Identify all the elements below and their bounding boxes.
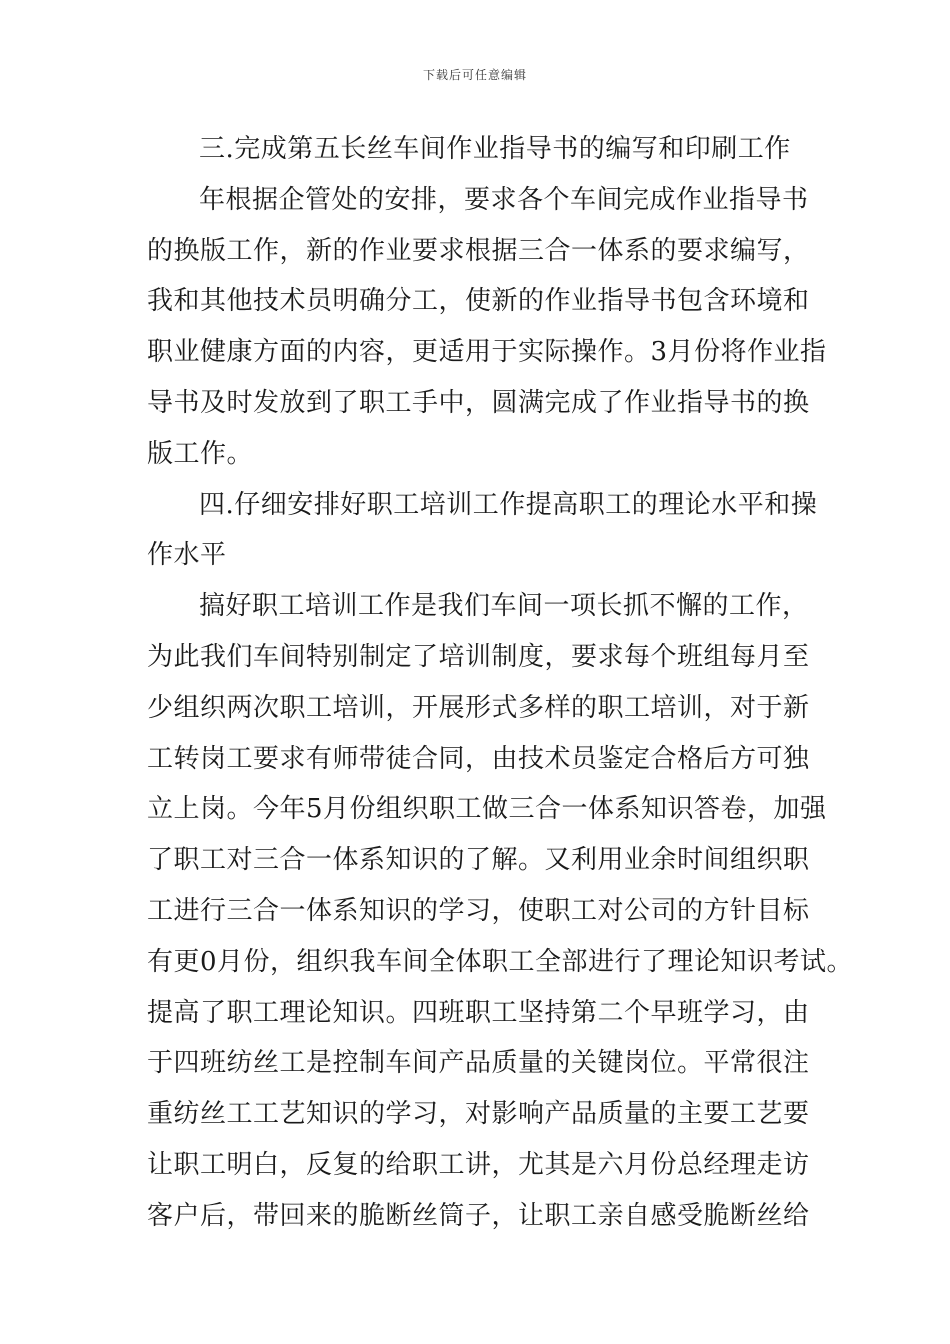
paragraph-line: 搞好职工培训工作是我们车间一项长抓不懈的工作， bbox=[199, 591, 809, 622]
document-body bbox=[147, 124, 854, 1242]
section-heading-4: 四.仔细安排好职工培训工作提高职工的理论水平和操 bbox=[199, 489, 818, 520]
paragraph-line: 客户后，带回来的脆断丝筒子，让职工亲自感受脆断丝给 bbox=[147, 1200, 810, 1231]
paragraph-line: 工转岗工要求有师带徒合同，由技术员鉴定合格后方可独 bbox=[147, 743, 810, 774]
paragraph-line: 为此我们车间特别制定了培训制度，要求每个班组每月至 bbox=[147, 641, 810, 672]
paragraph-line: 了职工对三合一体系知识的了解。又利用业余时间组织职 bbox=[147, 845, 810, 876]
paragraph-line: 少组织两次职工培训，开展形式多样的职工培训，对于新 bbox=[147, 692, 810, 723]
paragraph-line: 重纺丝工工艺知识的学习，对影响产品质量的主要工艺要 bbox=[147, 1099, 810, 1130]
paragraph-line: 工进行三合一体系知识的学习，使职工对公司的方针目标 bbox=[147, 895, 810, 926]
paragraph-line: 让职工明白，反复的给职工讲，尤其是六月份总经理走访 bbox=[147, 1149, 810, 1180]
paragraph-line: 职业健康方面的内容，更适用于实际操作。3月份将作业指 bbox=[147, 337, 827, 368]
paragraph-line: 年根据企管处的安排，要求各个车间完成作业指导书 bbox=[199, 184, 809, 215]
paragraph-line: 版工作。 bbox=[147, 438, 254, 469]
paragraph-line: 提高了职工理论知识。四班职工坚持第二个早班学习，由 bbox=[147, 997, 810, 1028]
paragraph-line: 的换版工作，新的作业要求根据三合一体系的要求编写， bbox=[147, 235, 810, 266]
paragraph-line: 于四班纺丝工是控制车间产品质量的关键岗位。平常很注 bbox=[147, 1048, 810, 1079]
paragraph-line: 有更0月份，组织我车间全体职工全部进行了理论知识考试。 bbox=[147, 946, 854, 977]
section-heading-3: 三.完成第五长丝车间作业指导书的编写和印刷工作 bbox=[199, 134, 791, 164]
section-heading-4-continued: 作水平 bbox=[147, 540, 227, 571]
header-note: 下载后可任意编辑 bbox=[422, 68, 527, 82]
paragraph-line: 立上岗。今年5月份组织职工做三合一体系知识答卷，加强 bbox=[147, 794, 827, 825]
paragraph-line: 导书及时发放到了职工手中，圆满完成了作业指导书的换 bbox=[147, 387, 810, 418]
paragraph-line: 我和其他技术员明确分工，使新的作业指导书包含环境和 bbox=[147, 286, 810, 317]
